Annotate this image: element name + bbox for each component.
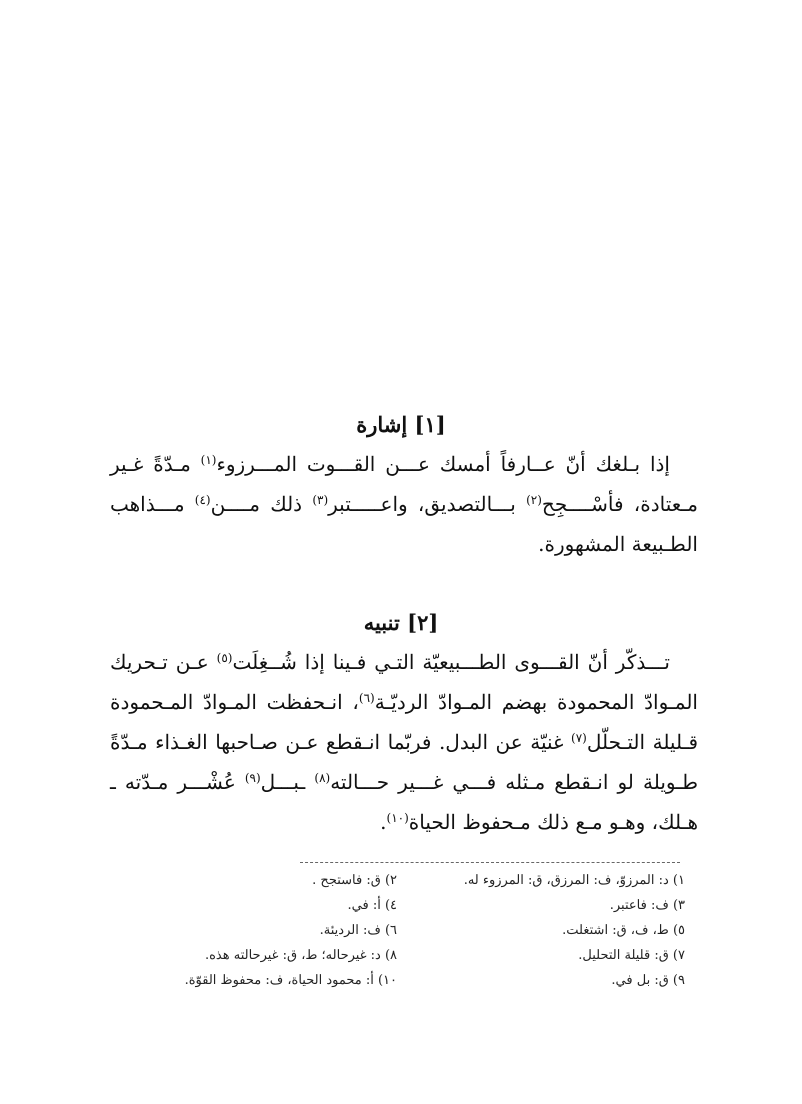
footnote-ref-10[interactable]: (١٠) <box>386 811 409 825</box>
paragraph-text: مـدّةً غـير مـعتادة، فأسْــــجِح <box>110 452 699 516</box>
paragraph-text: مـــذاهب الطـبيعة المشهورة. <box>110 492 698 556</box>
footnote-item: ٧) ق: قليلة التحليل. <box>578 948 685 963</box>
footnote-item: ٩) ق: بل في. <box>611 973 685 988</box>
paragraph-text: بـــالتصديق، واعـــــتبر <box>328 492 527 516</box>
footnote-divider <box>300 862 680 863</box>
footnote-ref-1[interactable]: (١) <box>200 453 217 467</box>
paragraph-text: ذلك مــــن <box>210 492 313 516</box>
paragraph-text: عـن تـحريك المـوادّ المحمودة بهضم المـوادّ الرديّـة <box>110 650 698 714</box>
footnote-ref-5[interactable]: (٥) <box>216 651 233 665</box>
footnote-item: ١٠) أ: محمود الحياة، ف: محفوظ القوّة. <box>184 973 397 988</box>
footnote-ref-8[interactable]: (٨) <box>314 771 331 785</box>
paragraph-text: تـــذكّر أنّ القـــوى الطـــبيعيّة التـي فـينا إذا شُــغِلَت <box>232 650 671 674</box>
paragraph-text: . <box>380 810 387 834</box>
footnote-item: ١) د: المرزوّ، ف: المرزق، ق: المرزوء له. <box>463 873 685 888</box>
section-heading-tanbih: [٢] تنبيه <box>363 610 439 635</box>
footnote-ref-6[interactable]: (٦) <box>358 691 375 705</box>
footnote-item: ٣) ف: فاعتبر. <box>609 898 685 913</box>
footnote-ref-9[interactable]: (٩) <box>244 771 261 785</box>
footnote-item: ٢) ق: فاستجح . <box>312 873 397 888</box>
footnote-item: ٤) أ: في. <box>347 898 397 913</box>
footnote-item: ٥) ط، ف، ق: اشتغلت. <box>562 923 685 938</box>
paragraph-text: ـبـــل <box>260 770 315 794</box>
footnote-ref-3[interactable]: (٣) <box>312 493 329 507</box>
footnote-ref-7[interactable]: (٧) <box>571 731 587 745</box>
footnote-ref-4[interactable]: (٤) <box>194 493 211 507</box>
footnote-item: ٦) ف: الرديئة. <box>319 923 397 938</box>
footnote-ref-2[interactable]: (٢) <box>526 493 542 507</box>
paragraph-text: إذا بـلغك أنّ عــارفاً أمسك عـــن القـــوت المـــرزوء <box>216 452 670 476</box>
section-heading-isharah: [١] إشارة <box>356 412 446 437</box>
paragraph-text: ، انـحفظت المـوادّ المـحمودة قـليلة التـحلّل <box>110 690 699 754</box>
section-paragraph-tanbih <box>110 642 698 842</box>
footnote-item: ٨) د: غيرحاله؛ ط، ق: غيرحالته هذه. <box>204 948 397 963</box>
paragraph-text: غنيّة عن البدل. فربّما انـقطع عـن صـاحبها الغـذاء مـدّةً طـويلة لو انـقطع مـثله فـــي غـــير حـــالته <box>110 730 699 794</box>
footnotes <box>110 872 685 990</box>
section-paragraph-isharah <box>110 444 698 564</box>
paragraph-text: عُشْـــر مـدّته ـ هـلك، وهـو مـع ذلك مـحفوظ الحياة <box>110 770 698 834</box>
